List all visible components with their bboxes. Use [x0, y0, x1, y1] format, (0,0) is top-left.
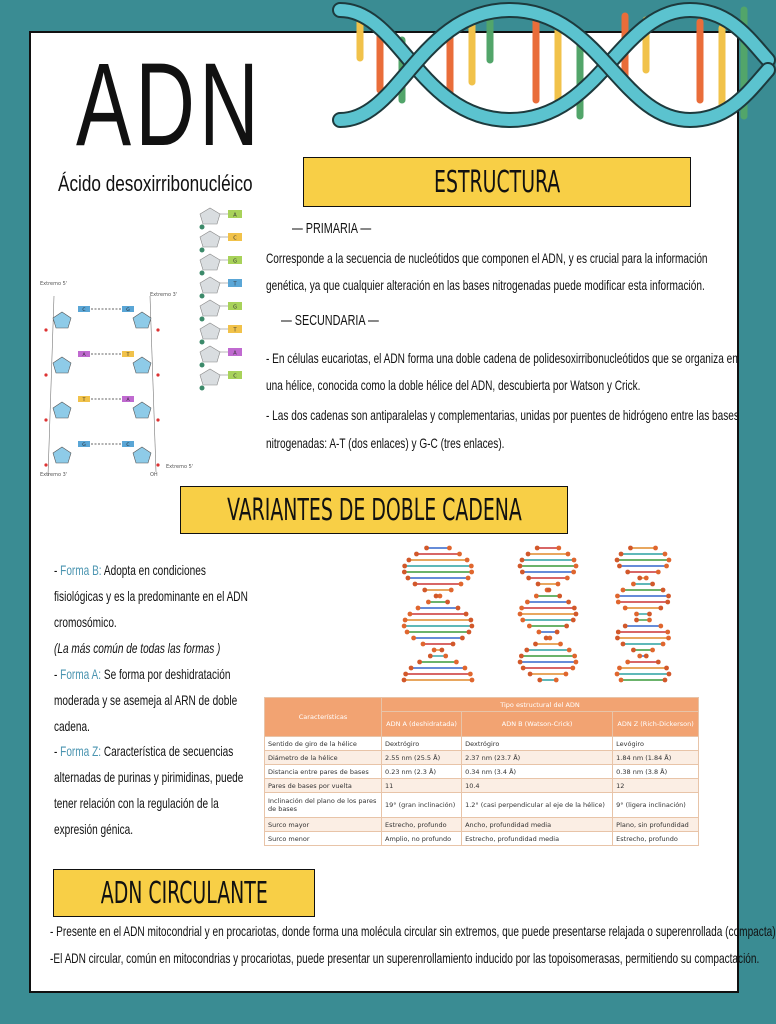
backbone-atom [535, 546, 540, 551]
table-cell: Levógiro [613, 737, 699, 751]
backbone-atom [405, 630, 410, 635]
table-cell: Distancia entre pares de bases [265, 765, 382, 779]
backbone-atom [406, 576, 411, 581]
backbone-atom [665, 630, 670, 635]
section-circulante-label: ADN CIRCULANTE [100, 875, 268, 911]
table-header-group: Tipo estructural del ADN [382, 698, 699, 712]
secundaria-line-2: una hélice, conocida como la doble hélice del ADN, descubierta por Watson y Crick. [266, 377, 641, 393]
backbone-atom [658, 606, 663, 611]
backbone-atom [616, 600, 621, 605]
backbone-atom [524, 648, 529, 653]
sugar-shape [53, 312, 71, 328]
oxygen-dot [44, 373, 47, 376]
table-cell: 1.84 nm (1.84 Å) [613, 751, 699, 765]
base-label: A [233, 350, 237, 357]
sugar-shape [200, 300, 220, 316]
base-label: C [233, 235, 237, 242]
backbone-atom [464, 612, 469, 617]
backbone-atom [402, 678, 407, 683]
table-cell: 19° (gran inclinación) [382, 793, 462, 818]
backbone-atom [631, 582, 636, 587]
backbone-atom [451, 642, 456, 647]
backbone-atom [518, 612, 523, 617]
secundaria-line-4: nitrogenadas: A-T (dos enlaces) y G-C (tres enlaces). [266, 435, 505, 451]
backbone-atom [520, 570, 525, 575]
backbone-atom [518, 564, 523, 569]
table-header-adn-b: ADN B (Watson-Crick) [462, 712, 613, 737]
forma-line: (La más común de todas las formas ) [54, 640, 221, 656]
secundaria-heading: — SECUNDARIA — [281, 312, 379, 329]
forma-line: cromosómico. [54, 614, 117, 630]
secundaria-line-1: - En células eucariotas, el ADN forma una doble cadena de polidesoxirribonucleótidos que se organiza en [266, 350, 738, 366]
base-label: G [82, 443, 86, 448]
forma-line [54, 666, 230, 682]
backbone-atom [519, 606, 524, 611]
backbone-atom [619, 678, 624, 683]
backbone-atom [557, 594, 562, 599]
sugar-shape [133, 402, 151, 418]
backbone-atom [656, 660, 661, 665]
backbone-atom [447, 546, 452, 551]
table-cell: 2.55 nm (25.5 Å) [382, 751, 462, 765]
backbone-atom [634, 618, 639, 623]
backbone-atom [619, 552, 624, 557]
backbone-atom [566, 552, 571, 557]
phosphate-dot [200, 248, 205, 253]
base-label: T [82, 398, 86, 403]
forma-line: moderada y se asemeja al ARN de doble [54, 692, 238, 708]
backbone-atom [661, 588, 666, 593]
backbone-atom [667, 672, 672, 677]
phosphate-dot [200, 386, 205, 391]
base-label: C [82, 308, 86, 313]
backbone-atom [457, 552, 462, 557]
base-label: G [233, 258, 237, 265]
backbone-atom [537, 678, 542, 683]
table-cell: 0.23 nm (2.3 Å) [382, 765, 462, 779]
table-cell: 12 [613, 779, 699, 793]
backbone-atom [533, 642, 538, 647]
circulante-line-1: - Presente en el ADN mitocondrial y en procariotas, donde forma una molécula circular sin extremos, que puede presentarse relajada o superenrollada (compacta) [50, 923, 776, 939]
table-cell: Estrecho, profundidad media [462, 832, 613, 846]
backbone-atom [428, 654, 433, 659]
oxygen-dot [156, 373, 159, 376]
backbone-atom [521, 666, 526, 671]
backbone-atom [519, 654, 524, 659]
backbone-atom [547, 588, 552, 593]
backbone-atom [525, 600, 530, 605]
backbone-atom [402, 624, 407, 629]
backbone-atom [615, 558, 620, 563]
backbone-atom [443, 654, 448, 659]
forma-bullet: - [54, 743, 61, 759]
backbone-atom [663, 678, 668, 683]
sugar-shape [133, 357, 151, 373]
primaria-heading: — PRIMARIA — [292, 220, 372, 237]
backbone-atom [634, 612, 639, 617]
backbone-atom [459, 582, 464, 587]
base-label: C [126, 443, 130, 448]
backbone-atom [439, 648, 444, 653]
backbone-atom [467, 630, 472, 635]
backbone-atom [663, 552, 668, 557]
sugar-shape [200, 346, 220, 362]
table-row [265, 832, 699, 846]
backbone-atom [406, 558, 411, 563]
table-row [265, 779, 699, 793]
sugar-shape [53, 357, 71, 373]
base-label: A [82, 353, 86, 358]
phosphate-dot [200, 340, 205, 345]
backbone-atom [454, 660, 459, 665]
backbone-atom [558, 642, 563, 647]
diagram-label-extremo5-bottom: Extremo 5' [166, 464, 194, 470]
backbone-atom [664, 564, 669, 569]
forma-bullet: - [54, 666, 61, 682]
backbone-atom [572, 606, 577, 611]
sugar-shape [200, 254, 220, 270]
dna-forms-table [264, 697, 699, 846]
table-header-adn-a: ADN A (deshidratada) [382, 712, 462, 737]
forma-line: fisiológicas y es la predominante en el ADN [54, 588, 248, 604]
forma-line [54, 562, 206, 578]
backbone-atom [470, 678, 475, 683]
forma-line: cadena. [54, 718, 90, 734]
forma-text: Adopta en condiciones [101, 562, 206, 578]
table-cell: 2.37 nm (23.7 Å) [462, 751, 613, 765]
phosphate-dot [200, 271, 205, 276]
primaria-line-1: Corresponde a la secuencia de nucleótidos que componen el ADN, y es crucial para la información [266, 250, 708, 266]
table-cell: Estrecho, profundo [613, 832, 699, 846]
oxygen-dot [44, 418, 47, 421]
diagram-label-extremo3: Extremo 3' [150, 292, 178, 298]
forma-text: Se forma por deshidratación [101, 666, 231, 682]
nucleotide-chain-diagram [190, 200, 260, 400]
forma-line: alternadas de purinas y pirimidinas, puede [54, 769, 244, 785]
table-cell: Dextrógiro [462, 737, 613, 751]
section-estructura-label: ESTRUCTURA [433, 164, 561, 200]
table-cell: Diámetro de la hélice [265, 751, 382, 765]
forma-name: Forma Z: [60, 743, 102, 759]
backbone-atom [574, 612, 579, 617]
phosphate-dot [200, 363, 205, 368]
backbone-atom [432, 648, 437, 653]
backbone-atom [534, 594, 539, 599]
oxygen-dot [156, 418, 159, 421]
backbone-atom [468, 618, 473, 623]
table-cell: 9° (ligera inclinación) [613, 793, 699, 818]
backbone-atom [615, 672, 620, 677]
backbone-atom [416, 606, 421, 611]
section-variantes [180, 486, 568, 534]
backbone-atom [520, 558, 525, 563]
base-label: G [233, 304, 237, 311]
base-label: T [233, 327, 237, 334]
oxygen-dot [44, 328, 47, 331]
backbone-atom [637, 654, 642, 659]
backbone-atom [555, 630, 560, 635]
backbone-atom [571, 570, 576, 575]
backbone-atom [664, 666, 669, 671]
backbone-atom [422, 588, 427, 593]
backbone-atom [572, 558, 577, 563]
backbone-line [48, 296, 54, 476]
backbone-line [150, 296, 156, 472]
backbone-atom [544, 636, 549, 641]
forma-line: tener relación con la regulación de la [54, 795, 219, 811]
diagram-label-extremo3-bottom: Extremo 3' [40, 472, 68, 478]
backbone-atom [625, 570, 630, 575]
forma-bullet: - [54, 562, 61, 578]
table-row [265, 793, 699, 818]
base-label: A [126, 398, 130, 403]
backbone-atom [469, 624, 474, 629]
table-cell: 0.34 nm (3.4 Å) [462, 765, 613, 779]
forma-text: Característica de secuencias [101, 743, 234, 759]
backbone-atom [628, 546, 633, 551]
backbone-atom [414, 552, 419, 557]
table-row [265, 737, 699, 751]
sugar-shape [200, 323, 220, 339]
table-cell: Plano, sin profundidad [613, 818, 699, 832]
backbone-atom [615, 594, 620, 599]
backbone-atom [402, 570, 407, 575]
base-label: T [126, 353, 130, 358]
table-cell: 0.38 nm (3.8 Å) [613, 765, 699, 779]
diagram-label-oh: OH [150, 472, 158, 478]
table-cell: Surco mayor [265, 818, 382, 832]
backbone-atom [469, 570, 474, 575]
forma-name: Forma A: [60, 666, 102, 682]
base-label: T [233, 281, 237, 288]
oxygen-dot [44, 463, 47, 466]
backbone-atom [574, 660, 579, 665]
sugar-shape [133, 447, 151, 463]
backbone-atom [528, 672, 533, 677]
section-estructura [303, 157, 691, 207]
backbone-atom [421, 642, 426, 647]
diagram-label-extremo5: Extremo 5' [40, 281, 68, 287]
table-cell: Estrecho, profundo [382, 818, 462, 832]
backbone-atom [623, 606, 628, 611]
backbone-atom [413, 582, 418, 587]
backbone-atom [623, 624, 628, 629]
page-subtitle: Ácido desoxirribonucléico [58, 171, 253, 196]
backbone-atom [403, 672, 408, 677]
table-row [265, 751, 699, 765]
table-cell: Dextrógiro [382, 737, 462, 751]
table-cell: Surco menor [265, 832, 382, 846]
backbone-atom [565, 576, 570, 581]
backbone-atom [460, 636, 465, 641]
backbone-atom [621, 588, 626, 593]
table-cell: Ancho, profundidad media [462, 818, 613, 832]
backbone-atom [567, 648, 572, 653]
base-label: G [126, 308, 130, 313]
sugar-shape [53, 447, 71, 463]
backbone-atom [650, 648, 655, 653]
backbone-atom [615, 636, 620, 641]
section-variantes-label: VARIANTES DE DOBLE CADENA [226, 492, 522, 528]
backbone-atom [466, 576, 471, 581]
backbone-atom [666, 594, 671, 599]
sugar-shape [200, 369, 220, 385]
backbone-atom [647, 612, 652, 617]
backbone-atom [520, 618, 525, 623]
backbone-atom [570, 666, 575, 671]
oxygen-dot [156, 328, 159, 331]
dna-helix-decoration [340, 0, 768, 130]
backbone-atom [449, 588, 454, 593]
table-cell: 10.4 [462, 779, 613, 793]
backbone-atom [574, 564, 579, 569]
base-label: A [233, 212, 237, 219]
backbone-atom [411, 636, 416, 641]
backbone-atom [653, 546, 658, 551]
backbone-atom [402, 564, 407, 569]
sugar-shape [200, 231, 220, 247]
section-circulante [53, 869, 315, 917]
backbone-atom [409, 666, 414, 671]
table-header-characteristics: Características [265, 698, 382, 737]
backbone-atom [556, 546, 561, 551]
backbone-atom [518, 660, 523, 665]
backbone-atom [650, 582, 655, 587]
table-cell: Pares de bases por vuelta [265, 779, 382, 793]
page-title: ADN [76, 39, 263, 171]
backbone-atom [644, 576, 649, 581]
sugar-shape [200, 277, 220, 293]
backbone-atom [621, 642, 626, 647]
table-cell: Inclinación del plano de los pares de bases [265, 793, 382, 818]
backbone-atom [617, 564, 622, 569]
table-cell: Amplio, no profundo [382, 832, 462, 846]
backbone-atom [537, 630, 542, 635]
backbone-atom [556, 582, 561, 587]
backbone-atom [408, 612, 413, 617]
backbone-atom [666, 636, 671, 641]
backbone-atom [667, 558, 672, 563]
backbone-atom [417, 660, 422, 665]
table-row [265, 818, 699, 832]
backbone-atom [468, 672, 473, 677]
table-row [265, 765, 699, 779]
backbone-atom [403, 618, 408, 623]
backbone-atom [656, 570, 661, 575]
phosphate-dot [200, 317, 205, 322]
backbone-atom [463, 666, 468, 671]
backbone-atom [424, 546, 429, 551]
secundaria-line-3: - Las dos cadenas son antiparalelas y complementarias, unidas por puentes de hidrógeno entre las bases [266, 407, 739, 423]
backbone-atom [526, 552, 531, 557]
backbone-atom [536, 582, 541, 587]
table-header-adn-z: ADN Z (Rich-Dickerson) [613, 712, 699, 737]
backbone-atom [564, 672, 569, 677]
sugar-shape [53, 402, 71, 418]
backbone-atom [445, 600, 450, 605]
backbone-atom [566, 600, 571, 605]
backbone-atom [637, 576, 642, 581]
backbone-atom [526, 576, 531, 581]
double-strand-diagram [34, 276, 194, 481]
backbone-atom [631, 648, 636, 653]
backbone-atom [571, 618, 576, 623]
backbone-atom [644, 654, 649, 659]
forma-line: expresión génica. [54, 821, 134, 837]
sugar-shape [200, 208, 220, 224]
backbone-atom [572, 654, 577, 659]
oxygen-dot [156, 463, 159, 466]
backbone-atom [616, 630, 621, 635]
dna-forms-illustration [398, 542, 688, 687]
backbone-atom [434, 594, 439, 599]
table-cell: Sentido de giro de la hélice [265, 737, 382, 751]
backbone-atom [661, 642, 666, 647]
backbone-atom [456, 606, 461, 611]
phosphate-dot [200, 294, 205, 299]
backbone-atom [527, 624, 532, 629]
base-label: C [233, 373, 237, 380]
backbone-atom [617, 666, 622, 671]
primaria-line-2: genética, ya que cualquier alteración en las bases nitrogenadas puede modificar esta información. [266, 277, 705, 293]
backbone-atom [469, 564, 474, 569]
circulante-line-2: -El ADN circular, común en mitocondrias y procariotas, puede presentar un superenrollamiento inducido por las topoisomerasas, permitiendo su compactación. [50, 950, 760, 966]
backbone-atom [625, 660, 630, 665]
forma-name: Forma B: [60, 562, 102, 578]
backbone-atom [426, 600, 431, 605]
sugar-shape [133, 312, 151, 328]
backbone-atom [647, 618, 652, 623]
table-cell: 11 [382, 779, 462, 793]
forma-line [54, 743, 233, 759]
backbone-atom [554, 678, 559, 683]
backbone-atom [465, 558, 470, 563]
phosphate-dot [200, 225, 205, 230]
backbone-atom [665, 600, 670, 605]
table-cell: 1.2° (casi perpendicular al eje de la hélice) [462, 793, 613, 818]
backbone-atom [658, 624, 663, 629]
backbone-atom [564, 624, 569, 629]
